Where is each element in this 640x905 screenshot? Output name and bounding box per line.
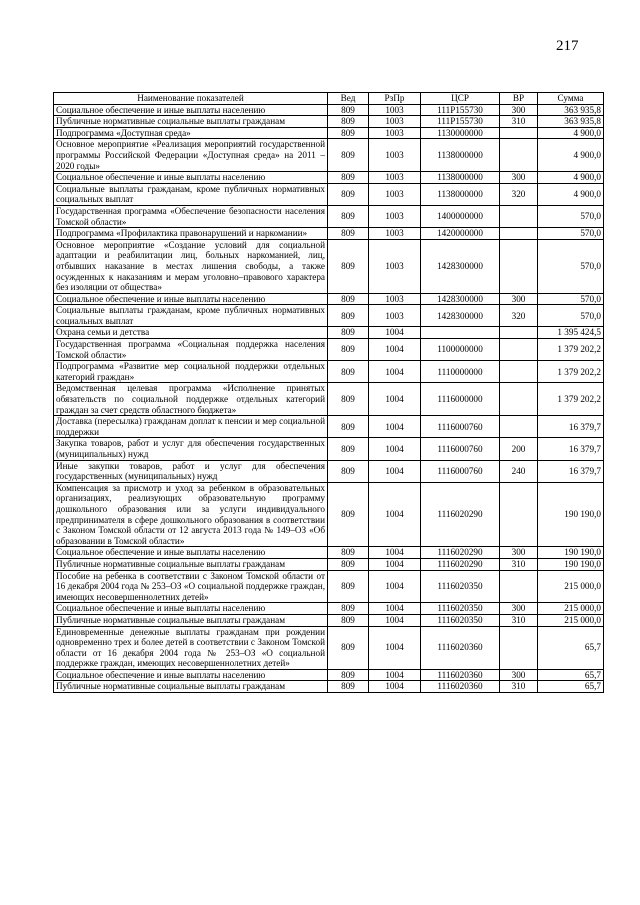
cell-csr: 1100000000 — [421, 339, 500, 361]
cell-sum: 570,0 — [538, 239, 604, 293]
cell-csr: 111P155730 — [421, 116, 500, 128]
table-row — [54, 228, 604, 240]
cell-vr: 300 — [500, 603, 538, 615]
cell-rzpr: 1003 — [369, 293, 421, 305]
cell-ved: 809 — [328, 361, 369, 383]
cell-csr: 1428300000 — [421, 239, 500, 293]
cell-vr — [500, 482, 538, 547]
cell-name: Социальное обеспечение и иные выплаты населению — [54, 293, 328, 305]
cell-sum: 190 190,0 — [538, 547, 604, 559]
cell-sum: 16 379,7 — [538, 416, 604, 438]
cell-ved: 809 — [328, 603, 369, 615]
cell-name: Социальное обеспечение и иные выплаты населению — [54, 603, 328, 615]
cell-sum: 570,0 — [538, 205, 604, 227]
cell-rzpr: 1004 — [369, 339, 421, 361]
cell-csr: 1138000000 — [421, 139, 500, 172]
cell-sum: 215 000,0 — [538, 570, 604, 603]
table-row — [54, 547, 604, 559]
cell-rzpr: 1004 — [369, 416, 421, 438]
cell-vr: 310 — [500, 681, 538, 693]
cell-sum: 570,0 — [538, 228, 604, 240]
cell-sum: 4 900,0 — [538, 139, 604, 172]
cell-csr: 1110000000 — [421, 361, 500, 383]
cell-name: Социальное обеспечение и иные выплаты населению — [54, 172, 328, 184]
header-ved: Вед — [328, 93, 369, 105]
cell-ved: 809 — [328, 205, 369, 227]
cell-sum: 65,7 — [538, 681, 604, 693]
cell-vr — [500, 361, 538, 383]
cell-sum: 1 379 202,2 — [538, 339, 604, 361]
cell-rzpr: 1004 — [369, 482, 421, 547]
cell-csr: 1116020290 — [421, 482, 500, 547]
cell-vr: 310 — [500, 614, 538, 626]
cell-name: Единовременные денежные выплаты гражданам при рождении одновременно трех и более детей в соответствии с Законом Томской области от 16 декабря 2004 года № 253–ОЗ «О социальной поддержке граждан, имеющих несовершеннолетних детей» — [54, 626, 328, 669]
table-row — [54, 116, 604, 128]
cell-vr: 320 — [500, 183, 538, 205]
cell-ved: 809 — [328, 172, 369, 184]
cell-rzpr: 1004 — [369, 681, 421, 693]
cell-vr — [500, 205, 538, 227]
header-rzpr: РзПр — [369, 93, 421, 105]
cell-csr: 1420000000 — [421, 228, 500, 240]
cell-sum: 570,0 — [538, 293, 604, 305]
cell-csr: 1116020350 — [421, 570, 500, 603]
cell-name: Государственная программа «Социальная поддержка населения Томской области» — [54, 339, 328, 361]
table-row — [54, 460, 604, 482]
cell-vr: 310 — [500, 558, 538, 570]
cell-rzpr: 1004 — [369, 558, 421, 570]
cell-ved: 809 — [328, 127, 369, 139]
cell-name: Доставка (пересылка) гражданам доплат к пенсии и мер социальной поддержки — [54, 416, 328, 438]
cell-csr: 1116000000 — [421, 383, 500, 416]
cell-rzpr: 1004 — [369, 626, 421, 669]
cell-vr — [500, 139, 538, 172]
table-row — [54, 614, 604, 626]
cell-sum: 215 000,0 — [538, 614, 604, 626]
cell-ved: 809 — [328, 228, 369, 240]
table-row — [54, 339, 604, 361]
cell-sum: 570,0 — [538, 305, 604, 327]
cell-sum: 363 935,8 — [538, 116, 604, 128]
cell-name: Подпрограмма «Развитие мер социальной поддержки отдельных категорий граждан» — [54, 361, 328, 383]
cell-rzpr: 1004 — [369, 669, 421, 681]
cell-vr — [500, 416, 538, 438]
cell-name: Ведомственная целевая программа «Исполнение принятых обязательств по социальной поддержке отдельных категорий граждан за счет средств областного бюджета» — [54, 383, 328, 416]
table-row — [54, 127, 604, 139]
cell-sum: 1 379 202,2 — [538, 361, 604, 383]
cell-name: Социальные выплаты гражданам, кроме публичных нормативных социальных выплат — [54, 183, 328, 205]
cell-vr: 300 — [500, 669, 538, 681]
cell-rzpr: 1004 — [369, 383, 421, 416]
table-row — [54, 104, 604, 116]
cell-vr: 300 — [500, 547, 538, 559]
table-row — [54, 558, 604, 570]
cell-sum: 1 395 424,5 — [538, 327, 604, 339]
table-row — [54, 626, 604, 669]
cell-ved: 809 — [328, 669, 369, 681]
cell-vr — [500, 339, 538, 361]
cell-vr: 310 — [500, 116, 538, 128]
cell-name: Социальное обеспечение и иные выплаты населению — [54, 669, 328, 681]
cell-rzpr: 1004 — [369, 603, 421, 615]
cell-name: Социальное обеспечение и иные выплаты населению — [54, 547, 328, 559]
cell-sum: 16 379,7 — [538, 460, 604, 482]
cell-csr: 1116020290 — [421, 547, 500, 559]
cell-sum: 1 379 202,2 — [538, 383, 604, 416]
cell-csr: 1116020360 — [421, 669, 500, 681]
cell-rzpr: 1003 — [369, 239, 421, 293]
cell-vr: 300 — [500, 172, 538, 184]
cell-ved: 809 — [328, 305, 369, 327]
cell-vr: 240 — [500, 460, 538, 482]
cell-vr — [500, 626, 538, 669]
cell-rzpr: 1003 — [369, 104, 421, 116]
cell-ved: 809 — [328, 570, 369, 603]
cell-ved: 809 — [328, 626, 369, 669]
cell-ved: 809 — [328, 139, 369, 172]
cell-name: Компенсация за присмотр и уход за ребенком в образовательных организациях, реализующих образовательную программу дошкольного образования или за услуги индивидуального предпринимателя в сфере дошкольного образования в соответствии с Законом Томской области от 12 августа 2013 года № 149–ОЗ «Об образовании в Томской области» — [54, 482, 328, 547]
cell-name: Основное мероприятие «Реализация мероприятий государственной программы Российской Федерации «Доступная среда» на 2011 – 2020 годы» — [54, 139, 328, 172]
table-row — [54, 293, 604, 305]
cell-name: Социальное обеспечение и иные выплаты населению — [54, 104, 328, 116]
cell-name: Пособие на ребенка в соответствии с Законом Томской области от 16 декабря 2004 года № 253–ОЗ «О социальной поддержке граждан, имеющих несовершеннолетних детей» — [54, 570, 328, 603]
cell-rzpr: 1003 — [369, 116, 421, 128]
cell-csr: 1138000000 — [421, 172, 500, 184]
cell-ved: 809 — [328, 416, 369, 438]
cell-vr — [500, 127, 538, 139]
cell-rzpr: 1003 — [369, 172, 421, 184]
cell-rzpr: 1003 — [369, 205, 421, 227]
cell-rzpr: 1003 — [369, 305, 421, 327]
cell-name: Публичные нормативные социальные выплаты гражданам — [54, 614, 328, 626]
cell-ved: 809 — [328, 104, 369, 116]
cell-ved: 809 — [328, 681, 369, 693]
cell-ved: 809 — [328, 547, 369, 559]
cell-vr: 200 — [500, 438, 538, 460]
cell-name: Социальные выплаты гражданам, кроме публичных нормативных социальных выплат — [54, 305, 328, 327]
table-row — [54, 482, 604, 547]
cell-sum: 4 900,0 — [538, 127, 604, 139]
cell-csr: 1116020360 — [421, 626, 500, 669]
cell-ved: 809 — [328, 116, 369, 128]
cell-rzpr: 1003 — [369, 127, 421, 139]
cell-csr: 1116020290 — [421, 558, 500, 570]
table-row — [54, 383, 604, 416]
cell-ved: 809 — [328, 383, 369, 416]
cell-sum: 16 379,7 — [538, 438, 604, 460]
cell-rzpr: 1003 — [369, 139, 421, 172]
cell-ved: 809 — [328, 183, 369, 205]
cell-csr: 1116020350 — [421, 603, 500, 615]
header-vr: ВР — [500, 93, 538, 105]
cell-rzpr: 1004 — [369, 327, 421, 339]
cell-csr: 1138000000 — [421, 183, 500, 205]
cell-rzpr: 1003 — [369, 183, 421, 205]
cell-name: Иные закупки товаров, работ и услуг для обеспечения государственных (муниципальных) нужд — [54, 460, 328, 482]
budget-table — [53, 92, 604, 693]
cell-csr: 1116020350 — [421, 614, 500, 626]
table-row — [54, 416, 604, 438]
cell-csr: 1130000000 — [421, 127, 500, 139]
cell-name: Публичные нормативные социальные выплаты гражданам — [54, 681, 328, 693]
cell-name: Закупка товаров, работ и услуг для обеспечения государственных (муниципальных) нужд — [54, 438, 328, 460]
cell-rzpr: 1004 — [369, 614, 421, 626]
cell-name: Государственная программа «Обеспечение безопасности населения Томской области» — [54, 205, 328, 227]
cell-ved: 809 — [328, 558, 369, 570]
cell-ved: 809 — [328, 339, 369, 361]
cell-vr: 320 — [500, 305, 538, 327]
cell-vr — [500, 383, 538, 416]
cell-csr: 1116000760 — [421, 438, 500, 460]
table-row — [54, 239, 604, 293]
cell-sum: 4 900,0 — [538, 183, 604, 205]
table-row — [54, 570, 604, 603]
header-sum: Сумма — [538, 93, 604, 105]
cell-name: Публичные нормативные социальные выплаты гражданам — [54, 558, 328, 570]
header-name: Наименование показателей — [54, 93, 328, 105]
cell-csr: 1428300000 — [421, 293, 500, 305]
table-header-row — [54, 93, 604, 105]
header-csr: ЦСР — [421, 93, 500, 105]
table-row — [54, 603, 604, 615]
page-number: 217 — [556, 38, 579, 54]
table-row — [54, 172, 604, 184]
cell-name: Основное мероприятие «Создание условий для социальной адаптации и реабилитации лиц, больных наркоманией, лиц, отбывших наказание в местах лишения свободы, а также осужденных к наказаниям и мерам уголовно–правового характера без изоляции от общества» — [54, 239, 328, 293]
cell-rzpr: 1004 — [369, 547, 421, 559]
cell-vr — [500, 327, 538, 339]
cell-csr: 1428300000 — [421, 305, 500, 327]
table-row — [54, 183, 604, 205]
cell-name: Подпрограмма «Доступная среда» — [54, 127, 328, 139]
cell-ved: 809 — [328, 482, 369, 547]
cell-ved: 809 — [328, 438, 369, 460]
cell-name: Охрана семьи и детства — [54, 327, 328, 339]
cell-ved: 809 — [328, 614, 369, 626]
cell-vr — [500, 239, 538, 293]
cell-sum: 4 900,0 — [538, 172, 604, 184]
table-row — [54, 669, 604, 681]
table-row — [54, 305, 604, 327]
cell-sum: 215 000,0 — [538, 603, 604, 615]
cell-ved: 809 — [328, 239, 369, 293]
cell-rzpr: 1003 — [369, 228, 421, 240]
table-body — [54, 104, 604, 692]
table-row — [54, 205, 604, 227]
cell-csr — [421, 327, 500, 339]
cell-vr — [500, 570, 538, 603]
cell-ved: 809 — [328, 327, 369, 339]
table-row — [54, 361, 604, 383]
cell-ved: 809 — [328, 460, 369, 482]
cell-rzpr: 1004 — [369, 361, 421, 383]
cell-name: Публичные нормативные социальные выплаты гражданам — [54, 116, 328, 128]
cell-rzpr: 1004 — [369, 570, 421, 603]
cell-sum: 363 935,8 — [538, 104, 604, 116]
cell-vr: 300 — [500, 104, 538, 116]
cell-rzpr: 1004 — [369, 460, 421, 482]
cell-name: Подпрограмма «Профилактика правонарушений и наркомании» — [54, 228, 328, 240]
cell-vr: 300 — [500, 293, 538, 305]
cell-sum: 65,7 — [538, 669, 604, 681]
cell-sum: 190 190,0 — [538, 558, 604, 570]
cell-csr: 1116020360 — [421, 681, 500, 693]
cell-ved: 809 — [328, 293, 369, 305]
cell-csr: 1400000000 — [421, 205, 500, 227]
cell-vr — [500, 228, 538, 240]
cell-sum: 65,7 — [538, 626, 604, 669]
cell-sum: 190 190,0 — [538, 482, 604, 547]
cell-rzpr: 1004 — [369, 438, 421, 460]
cell-csr: 111P155730 — [421, 104, 500, 116]
table-row — [54, 139, 604, 172]
table-row — [54, 681, 604, 693]
table-row — [54, 327, 604, 339]
cell-csr: 1116000760 — [421, 460, 500, 482]
cell-csr: 1116000760 — [421, 416, 500, 438]
table-row — [54, 438, 604, 460]
